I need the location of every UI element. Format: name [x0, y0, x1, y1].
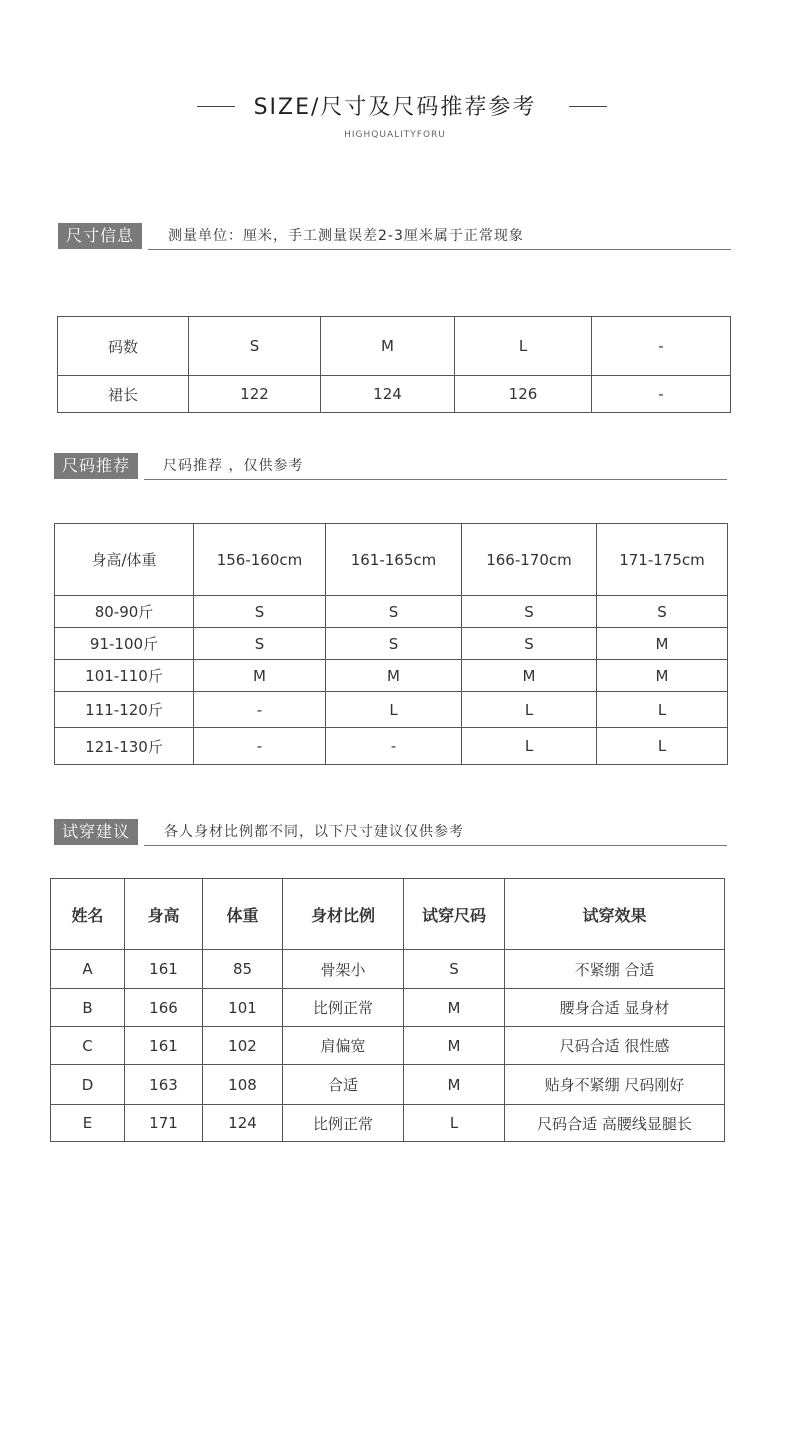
table-row	[58, 376, 731, 413]
table-cell: 126	[455, 376, 592, 413]
page-header	[0, 90, 790, 122]
table-row	[55, 628, 728, 660]
table-header-row	[58, 317, 731, 376]
table-cell: 161	[125, 950, 203, 989]
header-cell: 身高/体重	[55, 524, 194, 596]
section-tag: 尺寸信息	[58, 223, 142, 249]
table-cell: 121-130斤	[55, 728, 194, 765]
table-cell: L	[462, 728, 597, 765]
table-cell: L	[404, 1105, 505, 1142]
table-cell: L	[597, 728, 728, 765]
table-cell: A	[51, 950, 125, 989]
table-cell: M	[597, 660, 728, 692]
table-row	[51, 950, 725, 989]
table-cell: S	[462, 628, 597, 660]
table-cell: D	[51, 1065, 125, 1105]
table-cell: 合适	[283, 1065, 404, 1105]
section-tag: 尺码推荐	[54, 453, 138, 479]
table-cell: M	[404, 1065, 505, 1105]
section-divider	[144, 845, 727, 846]
header-cell: L	[455, 317, 592, 376]
table-cell: 裙长	[58, 376, 189, 413]
table-cell: M	[326, 660, 462, 692]
table-cell: 101-110斤	[55, 660, 194, 692]
table-cell: 骨架小	[283, 950, 404, 989]
page-subtitle: HIGHQUALITYFORU	[344, 130, 446, 140]
table-cell: M	[462, 660, 597, 692]
table-cell: -	[194, 692, 326, 728]
table-cell: S	[404, 950, 505, 989]
table-cell: -	[194, 728, 326, 765]
table-cell: C	[51, 1027, 125, 1065]
table-row	[51, 1105, 725, 1142]
table-cell: S	[194, 628, 326, 660]
header-cell: S	[189, 317, 321, 376]
header-cell: 166-170cm	[462, 524, 597, 596]
table-cell: 尺码合适 很性感	[505, 1027, 725, 1065]
table-cell: 腰身合适 显身材	[505, 989, 725, 1027]
table-cell: S	[326, 628, 462, 660]
section-note: 各人身材比例都不同，以下尺寸建议仅供参考	[164, 824, 464, 840]
table-cell: 171	[125, 1105, 203, 1142]
table-cell: 比例正常	[283, 989, 404, 1027]
table-cell: 102	[203, 1027, 283, 1065]
section-fitting-advice	[54, 819, 727, 845]
table-cell: M	[404, 1027, 505, 1065]
header-cell: 身高	[125, 879, 203, 950]
header-cell: 171-175cm	[597, 524, 728, 596]
table-cell: 111-120斤	[55, 692, 194, 728]
table-row	[55, 692, 728, 728]
table-cell: S	[462, 596, 597, 628]
table-header-row	[55, 524, 728, 596]
header-cell: 身材比例	[283, 879, 404, 950]
table-cell: 161	[125, 1027, 203, 1065]
table-cell: L	[462, 692, 597, 728]
table-row	[51, 989, 725, 1027]
table-cell: M	[194, 660, 326, 692]
table-cell: 91-100斤	[55, 628, 194, 660]
title-right-dash	[569, 106, 607, 107]
table-cell: 不紧绷 合适	[505, 950, 725, 989]
section-tag: 试穿建议	[54, 819, 138, 845]
table-row	[55, 596, 728, 628]
table-cell: 124	[321, 376, 455, 413]
size-info-table	[57, 316, 731, 413]
header-cell: 试穿尺码	[404, 879, 505, 950]
table-cell: S	[326, 596, 462, 628]
section-divider	[144, 479, 727, 480]
section-divider	[148, 249, 731, 250]
table-cell: 贴身不紧绷 尺码刚好	[505, 1065, 725, 1105]
table-cell: M	[404, 989, 505, 1027]
header-cell: 试穿效果	[505, 879, 725, 950]
section-note: 尺码推荐 ，仅供参考	[163, 458, 304, 474]
table-cell: 101	[203, 989, 283, 1027]
table-row	[51, 1027, 725, 1065]
table-cell: 肩偏宽	[283, 1027, 404, 1065]
table-cell: 166	[125, 989, 203, 1027]
table-header-row	[51, 879, 725, 950]
table-cell: M	[597, 628, 728, 660]
header-cell: 码数	[58, 317, 189, 376]
table-row	[51, 1065, 725, 1105]
table-cell: S	[194, 596, 326, 628]
header-cell: 姓名	[51, 879, 125, 950]
table-cell: 124	[203, 1105, 283, 1142]
table-cell: E	[51, 1105, 125, 1142]
table-cell: -	[592, 376, 731, 413]
table-cell: 尺码合适 高腰线显腿长	[505, 1105, 725, 1142]
header-cell: 体重	[203, 879, 283, 950]
section-size-info	[58, 223, 731, 249]
header-cell: 161-165cm	[326, 524, 462, 596]
fitting-advice-table	[50, 878, 725, 1142]
table-cell: S	[597, 596, 728, 628]
table-cell: L	[326, 692, 462, 728]
table-cell: 80-90斤	[55, 596, 194, 628]
table-row	[55, 660, 728, 692]
table-cell: L	[597, 692, 728, 728]
size-recommend-table	[54, 523, 728, 765]
header-cell: -	[592, 317, 731, 376]
page-title: SIZE/尺寸及尺码推荐参考	[253, 95, 537, 120]
section-size-recommend	[54, 453, 727, 479]
table-cell: -	[326, 728, 462, 765]
table-row	[55, 728, 728, 765]
table-cell: 85	[203, 950, 283, 989]
header-cell: M	[321, 317, 455, 376]
table-cell: 163	[125, 1065, 203, 1105]
table-cell: 比例正常	[283, 1105, 404, 1142]
header-cell: 156-160cm	[194, 524, 326, 596]
section-note: 测量单位：厘米，手工测量误差2-3厘米属于正常现象	[168, 228, 524, 244]
table-cell: B	[51, 989, 125, 1027]
table-cell: 122	[189, 376, 321, 413]
table-cell: 108	[203, 1065, 283, 1105]
